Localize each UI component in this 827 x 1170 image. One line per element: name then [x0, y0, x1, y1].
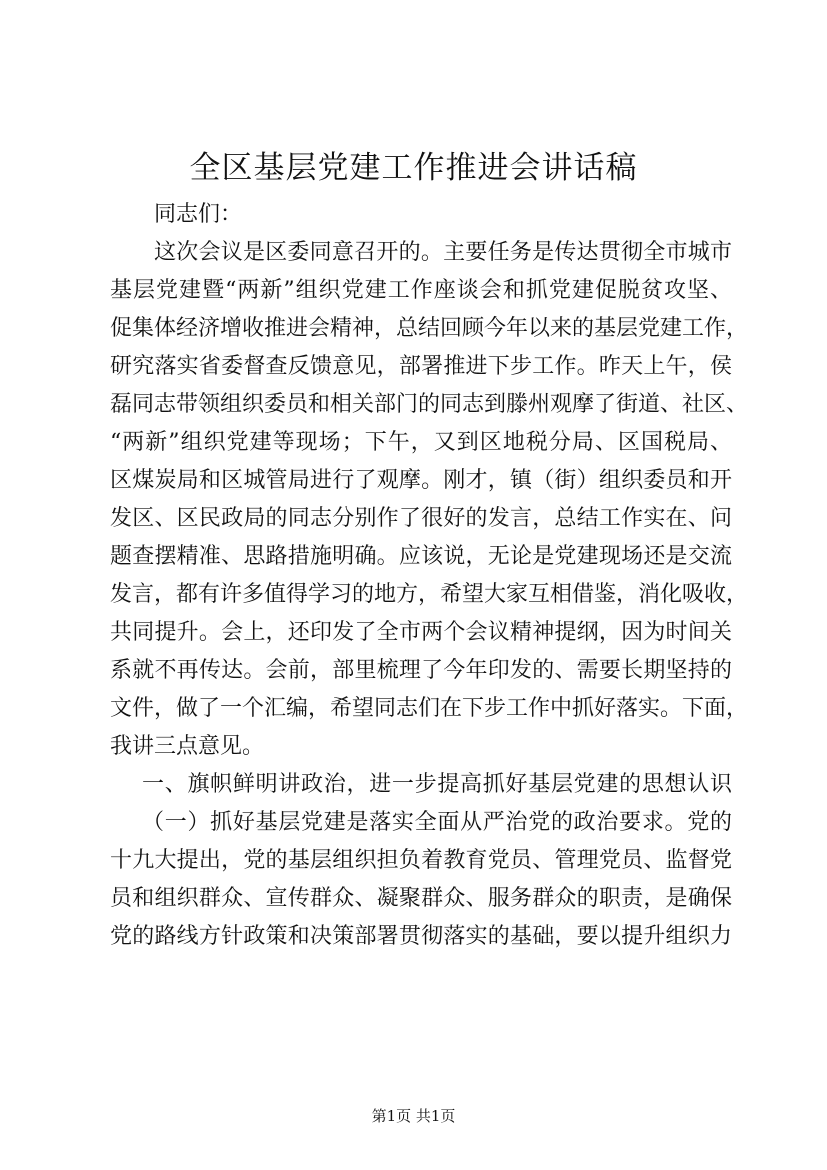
paragraph-line: 基层党建暨“两新”组织党建工作座谈会和抓党建促脱贫攻坚、 [110, 278, 732, 303]
paragraph-line: 发言，都有许多值得学习的地方，希望大家互相借鉴，消化吸收， [110, 582, 749, 607]
page-footer: 第1页 共1页 [371, 1107, 456, 1125]
salutation: 同志们： [154, 202, 243, 227]
paragraph-line: 十九大提出，党的基层组织担负着教育党员、管理党员、监督党 [110, 848, 732, 873]
paragraph-line: “两新”组织党建等现场；下午，又到区地税分局、区国税局、 [110, 430, 732, 455]
paragraph-line: 题查摆精准、思路措施明确。应该说，无论是党建现场还是交流 [110, 544, 732, 569]
section-heading: 一、旗帜鲜明讲政治，进一步提高抓好基层党建的思想认识 [142, 772, 732, 797]
paragraph-line: 系就不再传达。会前，部里梳理了今年印发的、需要长期坚持的 [110, 658, 732, 683]
paragraph-line: 员和组织群众、宣传群众、凝聚群众、服务群众的职责，是确保 [110, 886, 732, 911]
document-title: 全区基层党建工作推进会讲话稿 [189, 150, 638, 186]
paragraph-line: 磊同志带领组织委员和相关部门的同志到滕州观摩了街道、社区、 [110, 392, 749, 417]
subsection-line: （一）抓好基层党建是落实全面从严治党的政治要求。党的 [142, 810, 732, 835]
paragraph-line: 共同提升。会上，还印发了全市两个会议精神提纲，因为时间关 [110, 620, 732, 645]
paragraph-line: 党的路线方针政策和决策部署贯彻落实的基础，要以提升组织力 [110, 924, 732, 949]
paragraph-line: 文件，做了一个汇编，希望同志们在下步工作中抓好落实。下面， [110, 696, 749, 721]
paragraph-line: 我讲三点意见。 [110, 734, 265, 759]
paragraph-line: 区煤炭局和区城管局进行了观摩。刚才，镇（街）组织委员和开 [110, 468, 732, 493]
paragraph-line: 促集体经济增收推进会精神，总结回顾今年以来的基层党建工作， [110, 316, 749, 341]
paragraph-line: 这次会议是区委同意召开的。主要任务是传达贯彻全市城市 [154, 240, 732, 265]
paragraph-line: 研究落实省委督查反馈意见，部署推进下步工作。昨天上午，侯 [110, 354, 732, 379]
paragraph-line: 发区、区民政局的同志分别作了很好的发言，总结工作实在、问 [110, 506, 732, 531]
